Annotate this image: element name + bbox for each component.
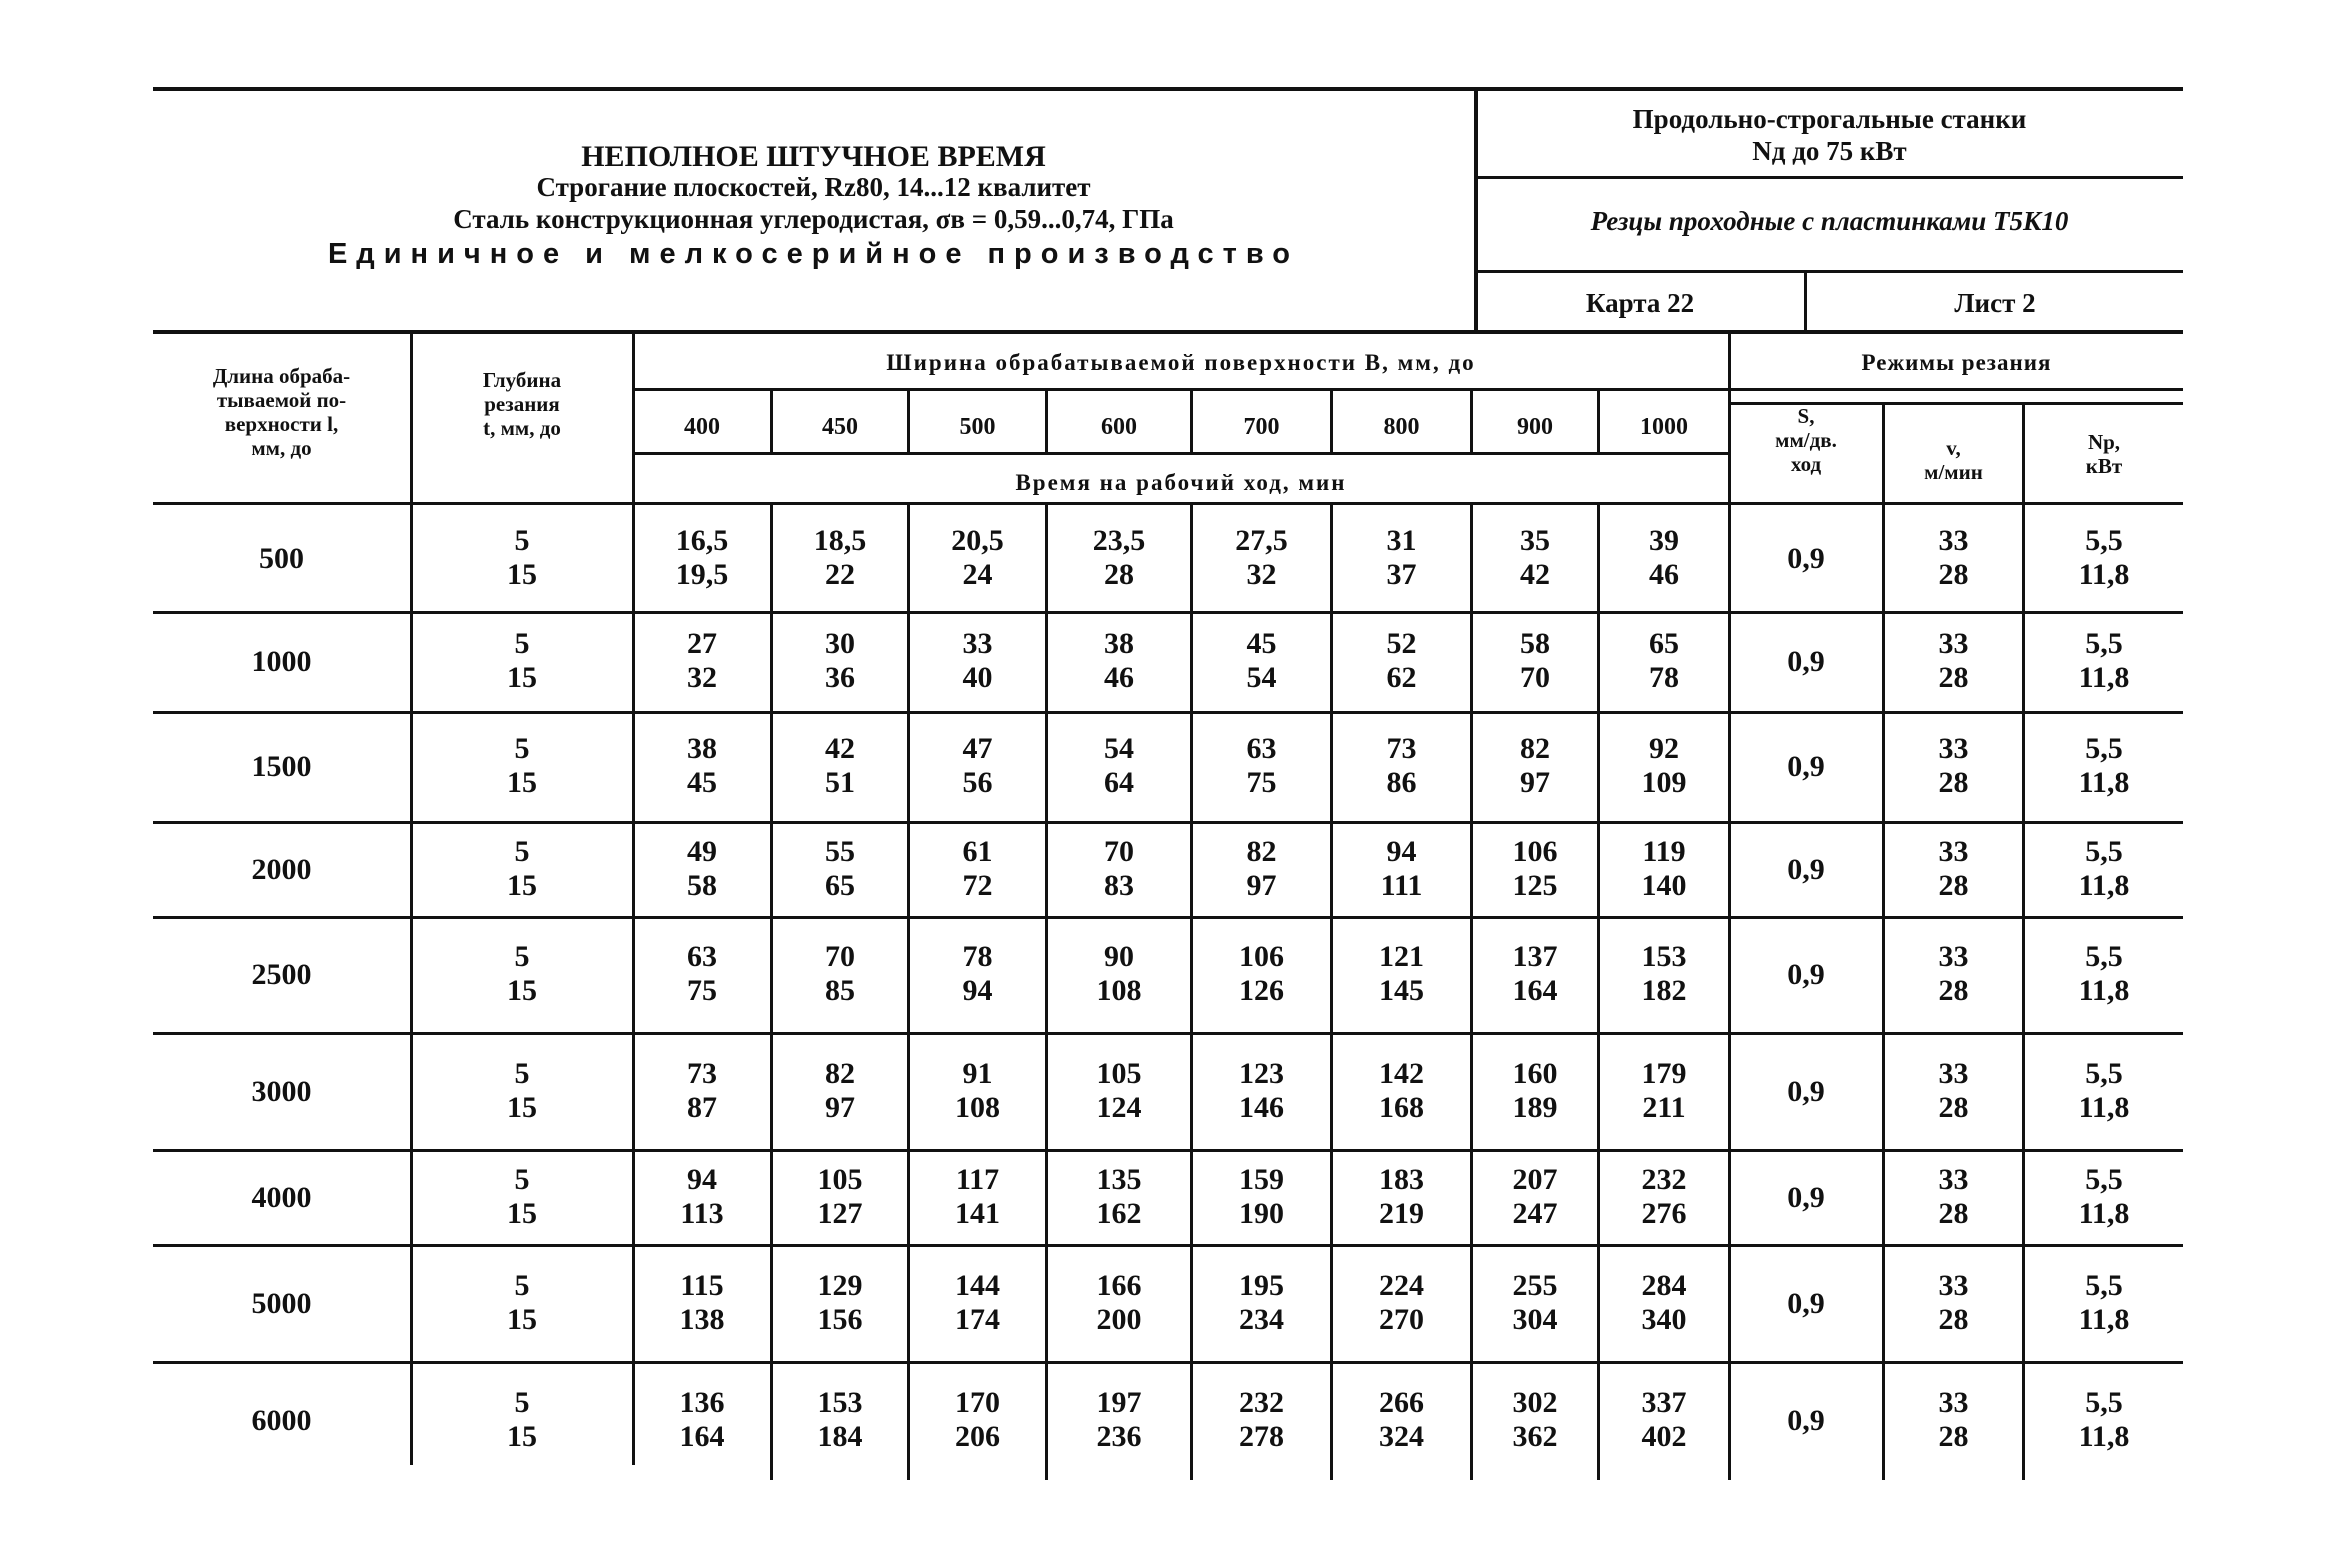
time-cell-1: 39 xyxy=(1649,523,1679,557)
row-depth-1: 5 xyxy=(514,1162,530,1196)
mode-s: 0,9 xyxy=(1787,750,1825,783)
time-cell-2: 162 xyxy=(1096,1196,1142,1230)
time-cell-1: 153 xyxy=(1641,940,1687,973)
time-cell-1: 170 xyxy=(955,1386,1000,1419)
time-cell-2: 190 xyxy=(1239,1196,1284,1230)
mode-s: 0,9 xyxy=(1787,645,1825,678)
time-cell-1: 106 xyxy=(1512,834,1558,868)
row-separator xyxy=(153,711,2183,714)
time-cell-2: 86 xyxy=(1386,766,1417,799)
time-cell-1: 284 xyxy=(1641,1268,1687,1302)
mode-n-2: 11,8 xyxy=(2078,1302,2130,1336)
modes-header: Режимы резания xyxy=(1861,350,2052,375)
time-cell-1: 117 xyxy=(955,1162,1000,1196)
width-1000: 1000 xyxy=(1640,414,1688,440)
mode-v-2: 28 xyxy=(1938,557,1969,591)
top-rule xyxy=(153,87,2183,91)
hline-width-header xyxy=(634,388,2183,391)
time-cell-1: 224 xyxy=(1379,1268,1424,1302)
row-length: 5000 xyxy=(251,1286,312,1320)
production-type: Единичное и мелкосерийное производство xyxy=(327,238,1300,270)
time-cell-2: 206 xyxy=(955,1420,1000,1453)
time-cell-1: 105 xyxy=(1096,1056,1142,1090)
time-cell-1: 302 xyxy=(1512,1386,1558,1419)
time-cell-2: 97 xyxy=(1246,868,1277,902)
time-cell-2: 111 xyxy=(1380,868,1423,902)
time-cell-1: 82 xyxy=(825,1056,855,1090)
time-cell-1: 73 xyxy=(687,1056,717,1090)
time-cell-2: 140 xyxy=(1641,868,1687,902)
mode-n-2: 11,8 xyxy=(2078,1196,2130,1230)
row-length: 1500 xyxy=(251,750,312,783)
time-cell-1: 183 xyxy=(1379,1162,1424,1196)
mode-n-2: 11,8 xyxy=(2078,868,2130,902)
mode-s: 0,9 xyxy=(1787,958,1825,991)
mode-n-1: 5,5 xyxy=(2085,834,2123,868)
time-cell-2: 109 xyxy=(1641,766,1687,799)
time-cell-2: 127 xyxy=(817,1196,863,1230)
col-length-header: Длина обраба- тываемой по- верхности l, мм, до xyxy=(212,364,351,461)
time-cell-1: 266 xyxy=(1379,1386,1424,1419)
time-cell-1: 195 xyxy=(1239,1268,1284,1302)
time-cell-1: 166 xyxy=(1096,1268,1142,1302)
mode-n-1: 5,5 xyxy=(2085,1386,2123,1419)
mode-n-2: 11,8 xyxy=(2078,1090,2130,1124)
time-cell-2: 97 xyxy=(825,1090,855,1124)
time-cell-2: 164 xyxy=(679,1420,725,1453)
time-cell-1: 16,5 xyxy=(675,523,729,557)
time-cell-1: 70 xyxy=(825,940,855,973)
time-cell-2: 28 xyxy=(1104,557,1134,591)
row-depth-1: 5 xyxy=(514,732,530,765)
time-cell-2: 146 xyxy=(1239,1090,1284,1124)
time-cell-2: 219 xyxy=(1379,1196,1424,1230)
time-cell-1: 27 xyxy=(687,627,717,660)
mode-n-1: 5,5 xyxy=(2085,1056,2123,1090)
time-cell-2: 340 xyxy=(1641,1302,1687,1336)
time-cell-1: 35 xyxy=(1520,523,1550,557)
row-depth-1: 5 xyxy=(514,1268,530,1302)
machine-power: Nд до 75 кВт xyxy=(1752,136,1907,166)
time-cell-1: 49 xyxy=(687,834,717,868)
time-cell-2: 168 xyxy=(1379,1090,1424,1124)
mode-s-header: S, мм/дв. ход xyxy=(1775,404,1837,477)
time-cell-1: 42 xyxy=(825,732,855,765)
material-line: Сталь конструкционная углеродистая, σв = 0,59...0,74, ГПа xyxy=(453,204,1174,234)
time-cell-2: 56 xyxy=(962,766,993,799)
row-separator xyxy=(153,1361,2183,1364)
table-top-rule xyxy=(153,330,2183,334)
time-cell-2: 211 xyxy=(1642,1090,1686,1124)
mode-v-2: 28 xyxy=(1938,974,1969,1007)
row-depth-2: 15 xyxy=(507,1196,537,1230)
time-cell-2: 164 xyxy=(1512,974,1558,1007)
row-depth-1: 5 xyxy=(514,1386,530,1419)
row-separator xyxy=(153,611,2183,614)
time-cell-2: 236 xyxy=(1096,1420,1142,1453)
time-cell-2: 108 xyxy=(1096,974,1142,1007)
time-cell-1: 38 xyxy=(1104,627,1134,660)
mode-v-2: 28 xyxy=(1938,868,1969,902)
row-separator xyxy=(153,916,2183,919)
time-cell-1: 70 xyxy=(1104,834,1134,868)
row-separator xyxy=(153,1244,2183,1247)
time-cell-1: 33 xyxy=(962,627,993,660)
time-cell-1: 121 xyxy=(1379,940,1424,973)
time-cell-2: 145 xyxy=(1379,974,1424,1007)
time-cell-1: 136 xyxy=(679,1386,725,1419)
mode-s: 0,9 xyxy=(1787,1180,1825,1214)
time-cell-1: 119 xyxy=(1642,834,1686,868)
width-400: 400 xyxy=(684,414,720,440)
mode-v-2: 28 xyxy=(1938,1196,1969,1230)
row-depth-2: 15 xyxy=(507,1420,537,1453)
hline-header-bottom xyxy=(153,502,2183,505)
time-cell-2: 72 xyxy=(962,868,993,902)
time-cell-2: 24 xyxy=(962,557,993,591)
mode-n-2: 11,8 xyxy=(2078,557,2130,591)
time-header: Время на рабочий ход, мин xyxy=(1015,470,1347,495)
time-cell-2: 40 xyxy=(962,661,993,694)
width-450: 450 xyxy=(822,414,858,440)
time-cell-1: 106 xyxy=(1239,940,1284,973)
time-cell-2: 36 xyxy=(825,661,855,694)
time-cell-1: 73 xyxy=(1386,732,1417,765)
time-cell-1: 30 xyxy=(825,627,855,660)
mode-v-1: 33 xyxy=(1938,1268,1969,1302)
time-cell-1: 153 xyxy=(817,1386,863,1419)
time-cell-1: 142 xyxy=(1379,1056,1424,1090)
time-cell-1: 115 xyxy=(680,1268,724,1302)
width-900: 900 xyxy=(1517,414,1553,440)
time-cell-2: 51 xyxy=(825,766,855,799)
page-title: НЕПОЛНОЕ ШТУЧНОЕ ВРЕМЯ xyxy=(581,140,1046,173)
time-cell-2: 64 xyxy=(1104,766,1134,799)
time-cell-2: 174 xyxy=(955,1302,1000,1336)
time-cell-2: 85 xyxy=(825,974,855,1007)
time-cell-2: 19,5 xyxy=(675,557,729,591)
row-length: 2000 xyxy=(251,852,312,886)
time-cell-1: 63 xyxy=(687,940,717,973)
row-depth-2: 15 xyxy=(507,557,537,591)
width-700: 700 xyxy=(1243,414,1280,440)
time-cell-1: 78 xyxy=(962,940,993,973)
card-number: Карта 22 xyxy=(1585,288,1695,318)
time-cell-1: 52 xyxy=(1386,627,1417,660)
mode-v-1: 33 xyxy=(1938,1386,1969,1419)
time-cell-1: 61 xyxy=(962,834,993,868)
time-cell-2: 97 xyxy=(1520,766,1550,799)
time-cell-2: 87 xyxy=(687,1090,717,1124)
time-cell-1: 20,5 xyxy=(951,523,1004,557)
time-cell-2: 78 xyxy=(1649,661,1679,694)
header-right-rule-2 xyxy=(1476,270,2183,273)
time-cell-2: 125 xyxy=(1512,868,1558,902)
time-cell-1: 45 xyxy=(1246,627,1277,660)
time-cell-2: 70 xyxy=(1520,661,1550,694)
width-600: 600 xyxy=(1101,414,1137,440)
hline-widths xyxy=(634,452,1729,455)
time-cell-2: 126 xyxy=(1239,974,1284,1007)
time-cell-1: 179 xyxy=(1641,1056,1687,1090)
time-cell-1: 38 xyxy=(687,732,717,765)
row-depth-2: 15 xyxy=(507,974,537,1007)
time-cell-2: 141 xyxy=(955,1196,1000,1230)
mode-v-header: v, м/мин xyxy=(1924,436,1983,485)
row-depth-2: 15 xyxy=(507,766,537,799)
machine-type: Продольно-строгальные станки xyxy=(1632,104,2027,134)
mode-s: 0,9 xyxy=(1787,1074,1825,1108)
row-separator xyxy=(153,1149,2183,1152)
width-500: 500 xyxy=(959,414,996,440)
time-cell-1: 63 xyxy=(1246,732,1277,765)
mode-v-2: 28 xyxy=(1938,1420,1969,1453)
row-length: 500 xyxy=(259,541,304,575)
time-cell-1: 92 xyxy=(1649,732,1679,765)
time-cell-2: 304 xyxy=(1512,1302,1558,1336)
time-cell-2: 124 xyxy=(1096,1090,1142,1124)
mode-s: 0,9 xyxy=(1787,541,1825,575)
time-cell-2: 32 xyxy=(687,661,717,694)
mode-s: 0,9 xyxy=(1787,1404,1825,1437)
time-cell-1: 47 xyxy=(962,732,993,765)
time-cell-1: 144 xyxy=(955,1268,1000,1302)
time-cell-2: 113 xyxy=(680,1196,724,1230)
row-depth-1: 5 xyxy=(514,523,530,557)
time-cell-1: 255 xyxy=(1512,1268,1558,1302)
header-right-rule-1 xyxy=(1476,176,2183,179)
time-cell-1: 58 xyxy=(1520,627,1550,660)
time-cell-1: 123 xyxy=(1239,1056,1284,1090)
time-cell-2: 46 xyxy=(1649,557,1679,591)
row-length: 6000 xyxy=(251,1404,312,1437)
time-cell-2: 32 xyxy=(1246,557,1277,591)
row-length: 1000 xyxy=(251,645,312,678)
time-cell-2: 276 xyxy=(1641,1196,1687,1230)
time-cell-1: 65 xyxy=(1649,627,1679,660)
mode-n-2: 11,8 xyxy=(2078,974,2130,1007)
time-cell-1: 27,5 xyxy=(1235,523,1288,557)
time-cell-2: 200 xyxy=(1096,1302,1142,1336)
mode-v-1: 33 xyxy=(1938,732,1969,765)
row-depth-2: 15 xyxy=(507,1090,537,1124)
row-length: 4000 xyxy=(251,1180,312,1214)
time-cell-2: 65 xyxy=(825,868,855,902)
time-cell-1: 135 xyxy=(1096,1162,1142,1196)
width-800: 800 xyxy=(1383,414,1420,440)
time-cell-1: 197 xyxy=(1096,1386,1142,1419)
row-depth-1: 5 xyxy=(514,940,530,973)
time-cell-2: 247 xyxy=(1512,1196,1558,1230)
row-separator xyxy=(153,1032,2183,1035)
time-cell-1: 232 xyxy=(1239,1386,1284,1419)
time-cell-2: 58 xyxy=(687,868,717,902)
time-cell-1: 55 xyxy=(825,834,855,868)
time-cell-2: 75 xyxy=(687,974,717,1007)
time-cell-2: 234 xyxy=(1239,1302,1284,1336)
mode-v-1: 33 xyxy=(1938,834,1969,868)
mode-v-1: 33 xyxy=(1938,523,1969,557)
mode-n-1: 5,5 xyxy=(2085,1268,2123,1302)
time-cell-2: 62 xyxy=(1386,661,1417,694)
row-depth-1: 5 xyxy=(514,627,530,660)
mode-n-2: 11,8 xyxy=(2078,661,2130,694)
mode-n-1: 5,5 xyxy=(2085,627,2123,660)
time-cell-1: 337 xyxy=(1641,1386,1687,1419)
time-cell-1: 82 xyxy=(1246,834,1277,868)
time-cell-2: 324 xyxy=(1379,1420,1424,1453)
time-cell-2: 182 xyxy=(1641,974,1687,1007)
time-cell-1: 160 xyxy=(1512,1056,1558,1090)
row-separator xyxy=(153,821,2183,824)
mode-s: 0,9 xyxy=(1787,852,1825,886)
time-cell-1: 94 xyxy=(687,1162,717,1196)
time-cell-2: 402 xyxy=(1641,1420,1687,1453)
time-cell-2: 189 xyxy=(1512,1090,1558,1124)
row-length: 3000 xyxy=(251,1074,312,1108)
mode-n-1: 5,5 xyxy=(2085,732,2123,765)
mode-v-2: 28 xyxy=(1938,1090,1969,1124)
time-cell-1: 137 xyxy=(1512,940,1558,973)
mode-n-1: 5,5 xyxy=(2085,940,2123,973)
mode-v-2: 28 xyxy=(1938,766,1969,799)
time-cell-1: 54 xyxy=(1104,732,1134,765)
row-length: 2500 xyxy=(251,958,312,991)
time-cell-2: 138 xyxy=(679,1302,725,1336)
time-cell-2: 94 xyxy=(962,974,993,1007)
time-cell-2: 37 xyxy=(1386,557,1417,591)
time-cell-1: 23,5 xyxy=(1092,523,1146,557)
time-cell-2: 270 xyxy=(1379,1302,1424,1336)
row-depth-2: 15 xyxy=(507,1302,537,1336)
row-depth-1: 5 xyxy=(514,834,530,868)
time-cell-2: 42 xyxy=(1520,557,1550,591)
time-cell-1: 232 xyxy=(1641,1162,1687,1196)
mode-n-1: 5,5 xyxy=(2085,523,2123,557)
time-cell-2: 362 xyxy=(1512,1420,1558,1453)
time-cell-2: 54 xyxy=(1246,661,1277,694)
mode-v-1: 33 xyxy=(1938,940,1969,973)
mode-v-1: 33 xyxy=(1938,627,1969,660)
tool-description: Резцы проходные с пластинками Т5К10 xyxy=(1590,206,2069,236)
time-cell-1: 207 xyxy=(1512,1162,1558,1196)
time-cell-2: 108 xyxy=(955,1090,1000,1124)
time-cell-2: 75 xyxy=(1246,766,1277,799)
sheet-number: Лист 2 xyxy=(1954,288,2036,318)
mode-n-header: Nр, кВт xyxy=(2085,430,2123,479)
mode-n-2: 11,8 xyxy=(2078,766,2130,799)
mode-n-1: 5,5 xyxy=(2085,1162,2123,1196)
time-cell-1: 129 xyxy=(817,1268,863,1302)
operation-line: Строгание плоскостей, Rz80, 14...12 квалитет xyxy=(536,172,1091,202)
mode-n-2: 11,8 xyxy=(2078,1420,2130,1453)
time-cell-1: 91 xyxy=(962,1056,993,1090)
time-cell-1: 31 xyxy=(1386,523,1417,557)
col-depth-header: Глубина резания t, мм, до xyxy=(482,368,562,441)
time-cell-1: 82 xyxy=(1520,732,1550,765)
time-cell-1: 105 xyxy=(817,1162,863,1196)
time-cell-1: 159 xyxy=(1239,1162,1284,1196)
row-depth-1: 5 xyxy=(514,1056,530,1090)
mode-v-1: 33 xyxy=(1938,1162,1969,1196)
mode-s: 0,9 xyxy=(1787,1286,1825,1320)
mode-v-2: 28 xyxy=(1938,1302,1969,1336)
time-cell-2: 45 xyxy=(687,766,717,799)
time-cell-2: 278 xyxy=(1239,1420,1284,1453)
width-header: Ширина обрабатываемой поверхности В, мм, до xyxy=(886,350,1476,375)
time-cell-2: 46 xyxy=(1104,661,1134,694)
time-cell-1: 18,5 xyxy=(813,523,867,557)
time-cell-1: 94 xyxy=(1386,834,1417,868)
time-cell-2: 22 xyxy=(825,557,855,591)
row-depth-2: 15 xyxy=(507,661,537,694)
mode-v-1: 33 xyxy=(1938,1056,1969,1090)
row-depth-2: 15 xyxy=(507,868,537,902)
time-cell-2: 184 xyxy=(817,1420,863,1453)
mode-v-2: 28 xyxy=(1938,661,1969,694)
time-cell-2: 83 xyxy=(1104,868,1134,902)
time-cell-2: 156 xyxy=(817,1302,863,1336)
time-cell-1: 90 xyxy=(1104,940,1134,973)
